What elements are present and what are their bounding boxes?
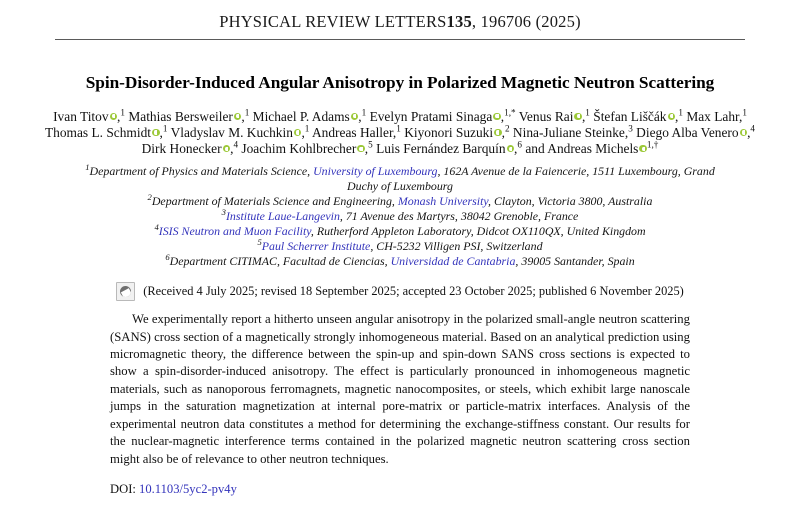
affiliation-text: , 71 Avenue des Martyrs, 38042 Grenoble, France (339, 208, 579, 223)
author-affiliation-marker: 1,† (646, 139, 659, 150)
journal-name: PHYSICAL REVIEW LETTERS (219, 12, 447, 31)
author-affiliation-marker: 1 (585, 107, 590, 118)
author-separator: , (675, 109, 679, 124)
author-name: Joachim Kohlbrecher (241, 141, 357, 157)
author-separator: , (301, 125, 305, 141)
author-name: Andreas Michels (547, 141, 639, 157)
orcid-icon[interactable] (494, 129, 502, 137)
author (513, 125, 633, 140)
author-name: Max Lahr (686, 109, 739, 124)
affiliation-text: , 162A Avenue de la Faiencerie, 1511 Luxembourg, Grand Duchy of Luxembourg (347, 163, 715, 193)
orcid-icon[interactable] (223, 145, 231, 153)
author-affiliation-marker: 4 (233, 139, 239, 150)
abstract (0, 311, 800, 468)
author-name: Michael P. Adams (252, 109, 350, 124)
affiliation-number: 1 (85, 161, 90, 172)
author-separator: , (364, 141, 369, 157)
publication-dates: (Received 4 July 2025; revised 18 September 2025; accepted 23 October 2025; published 6 November 2025) (143, 284, 684, 299)
author (142, 141, 238, 156)
author-list (0, 93, 800, 158)
orcid-icon[interactable] (493, 113, 501, 121)
crossmark-glyph (120, 286, 131, 297)
author-name: Dirk Honecker (141, 141, 222, 157)
orcid-icon[interactable] (357, 145, 365, 153)
abstract-text: We experimentally report a hitherto unseen angular anisotropy in the polarized small-angle neutron scattering (SANS) cross section of a magnetically strongly inhomogeneous material. Based on an analytical prediction using micromagnetic theory, the difference between the spin-up and spin-down SANS cross sections is expected to show a spin-disorder-induced anisotropy. The effect is particularly pronounced in inhomogeneous magnetic materials, such as nanoporous ferromagnets, magnetic nanocomposites, or steels, which exhibit large nanoscale jumps in the saturation magnetization at internal pore-matrix or particle-matrix interfaces. Analysis of the experimental neutron data constitutes a method for determining the exchange-stiffness constant. Our results for the nuclear-magnetic interference terms contained in the polarized magnetic neutron scattering cross section might also be of relevance to other neutron techniques. (110, 312, 690, 466)
author-name: Venus Rai (518, 109, 574, 124)
author-separator: , (738, 109, 743, 124)
crossmark-badge-icon[interactable] (116, 282, 135, 301)
author-affiliation-marker: 1 (162, 123, 168, 134)
journal-volume: 135 (446, 12, 472, 31)
author-separator: , (581, 109, 586, 124)
institution-link[interactable]: Monash University (397, 193, 489, 208)
author (45, 125, 167, 140)
author-separator: , (514, 141, 518, 157)
author-affiliation-marker: 1 (742, 107, 747, 118)
author-line: Ivan Titov ,$^1$ Mathias Bersweiler ,$^1$ Michael P. Adams ,$^1$ Evelyn Pratami Sinaga ,$^{1,*}$ Venus Rai ,$^1$ Štefan Liščák ,$^1$ Max Lahr,$^1$ Thomas L. Schmidt ,$^1$ Vladyslav M. Kuchkin ,$^1$ Andreas Haller,$^1$ Kiyonori Suzuki ,$^2$ Nina-Juliane Steinke,$^3$ Diego Alba Venero ,$^4$ Dirk Honecker ,$^4$ Joachim Kohlbrecher ,$^5$ Luis Fernández Barquín ,$^6$ and Andreas Michels $^{1,\dagger}$ (44, 107, 756, 157)
orcid-icon[interactable] (152, 129, 160, 137)
author (686, 109, 747, 124)
author-affiliation-marker: 1,* (504, 107, 516, 118)
author-affiliation-marker: 6 (517, 139, 522, 150)
author-separator: , (117, 109, 121, 124)
author-affiliation-marker: 4 (750, 123, 756, 134)
affiliation (70, 191, 730, 209)
author (547, 141, 658, 156)
affiliation (70, 224, 730, 239)
affiliation-list (0, 158, 800, 270)
orcid-icon[interactable] (110, 113, 118, 121)
author (241, 141, 372, 156)
doi-label: DOI: (110, 481, 136, 496)
author (519, 109, 590, 124)
author-name: Andreas Haller (312, 125, 393, 141)
author-name: Kiyonori Suzuki (404, 125, 494, 141)
institution-link[interactable]: University of Luxembourg (313, 163, 438, 178)
author (53, 109, 125, 124)
author (376, 141, 522, 156)
orcid-icon[interactable] (507, 145, 515, 153)
orcid-icon[interactable] (668, 113, 676, 121)
author (370, 109, 516, 124)
affiliation (70, 206, 730, 224)
affiliation-text: , 39005 Santander, Spain (515, 254, 635, 269)
affiliation-number: 2 (147, 191, 152, 202)
institution-link[interactable]: Universidad de Cantabria (390, 254, 516, 269)
affiliation-number: 5 (257, 237, 262, 248)
affiliation-text: Department CITIMAC, Facultad de Ciencias, (169, 254, 391, 269)
institution-link[interactable]: Paul Scherrer Institute (261, 239, 371, 254)
affiliation-number: 4 (154, 222, 159, 233)
author (128, 109, 249, 124)
affiliation-number: 6 (165, 252, 170, 263)
page-title: Spin-Disorder-Induced Angular Anisotropy in Polarized Magnetic Neutron Scattering (85, 73, 715, 92)
affiliation-text: , Rutherford Appleton Laboratory, Didcot OX110QX, United Kingdom (310, 223, 646, 238)
author-affiliation-marker: 1 (120, 107, 125, 118)
journal-article-number: , 196706 (2025) (471, 12, 581, 31)
author-name: Vladyslav M. Kuchkin (170, 125, 293, 141)
author-name: Evelyn Pratami Sinaga (369, 109, 493, 124)
orcid-icon[interactable] (740, 129, 748, 137)
institution-link[interactable]: ISIS Neutron and Muon Facility (158, 223, 311, 238)
affiliation-number: 3 (221, 206, 226, 217)
author-affiliation-marker: 1 (244, 107, 250, 118)
author (171, 125, 310, 140)
author-name: Štefan Liščák (593, 109, 667, 124)
orcid-icon[interactable] (574, 113, 582, 121)
author-separator: , (241, 109, 245, 124)
author-affiliation-marker: 1 (678, 107, 683, 118)
orcid-icon[interactable] (639, 145, 647, 153)
author-separator: , (500, 109, 505, 124)
author-affiliation-marker: 2 (504, 123, 510, 134)
author-name: Thomas L. Schmidt (44, 125, 151, 141)
affiliation (70, 161, 730, 194)
journal-header (0, 0, 800, 32)
author-separator: , (159, 125, 163, 141)
author-separator: , (392, 125, 397, 141)
publication-dates-row (0, 282, 800, 301)
affiliation-text: Department of Physics and Materials Science, (89, 163, 314, 178)
author-name: Nina-Juliane Steinke (512, 125, 625, 141)
author-separator: , (747, 125, 751, 141)
author-name: Ivan Titov (53, 109, 109, 124)
affiliation-text: , CH-5232 Villigen PSI, Switzerland (370, 239, 543, 254)
institution-link[interactable]: Institute Laue-Langevin (225, 208, 340, 223)
author-separator: , (358, 109, 362, 124)
affiliation-text: , Clayton, Victoria 3800, Australia (488, 193, 653, 208)
author-name: Luis Fernández Barquín (376, 141, 506, 157)
author-affiliation-marker: 5 (368, 139, 373, 150)
author (312, 125, 401, 140)
author-name: Diego Alba Venero (636, 125, 739, 141)
doi-link[interactable]: 10.1103/5yc2-pv4y (139, 481, 237, 496)
author-affiliation-marker: 1 (361, 107, 367, 118)
author-affiliation-marker: 3 (628, 123, 633, 134)
author (593, 109, 683, 124)
author-separator: , (230, 141, 234, 157)
author-affiliation-marker: 1 (396, 123, 401, 134)
doi-row (0, 468, 800, 497)
affiliation (70, 254, 730, 269)
author (636, 125, 755, 140)
author-separator: , (624, 125, 629, 141)
author (404, 125, 509, 140)
author (253, 109, 367, 124)
author-name: Mathias Bersweiler (128, 109, 233, 124)
author-affiliation-marker: 1 (304, 123, 310, 134)
author-separator: , (501, 125, 505, 141)
affiliation-text: Department of Materials Science and Engineering, (151, 193, 398, 208)
